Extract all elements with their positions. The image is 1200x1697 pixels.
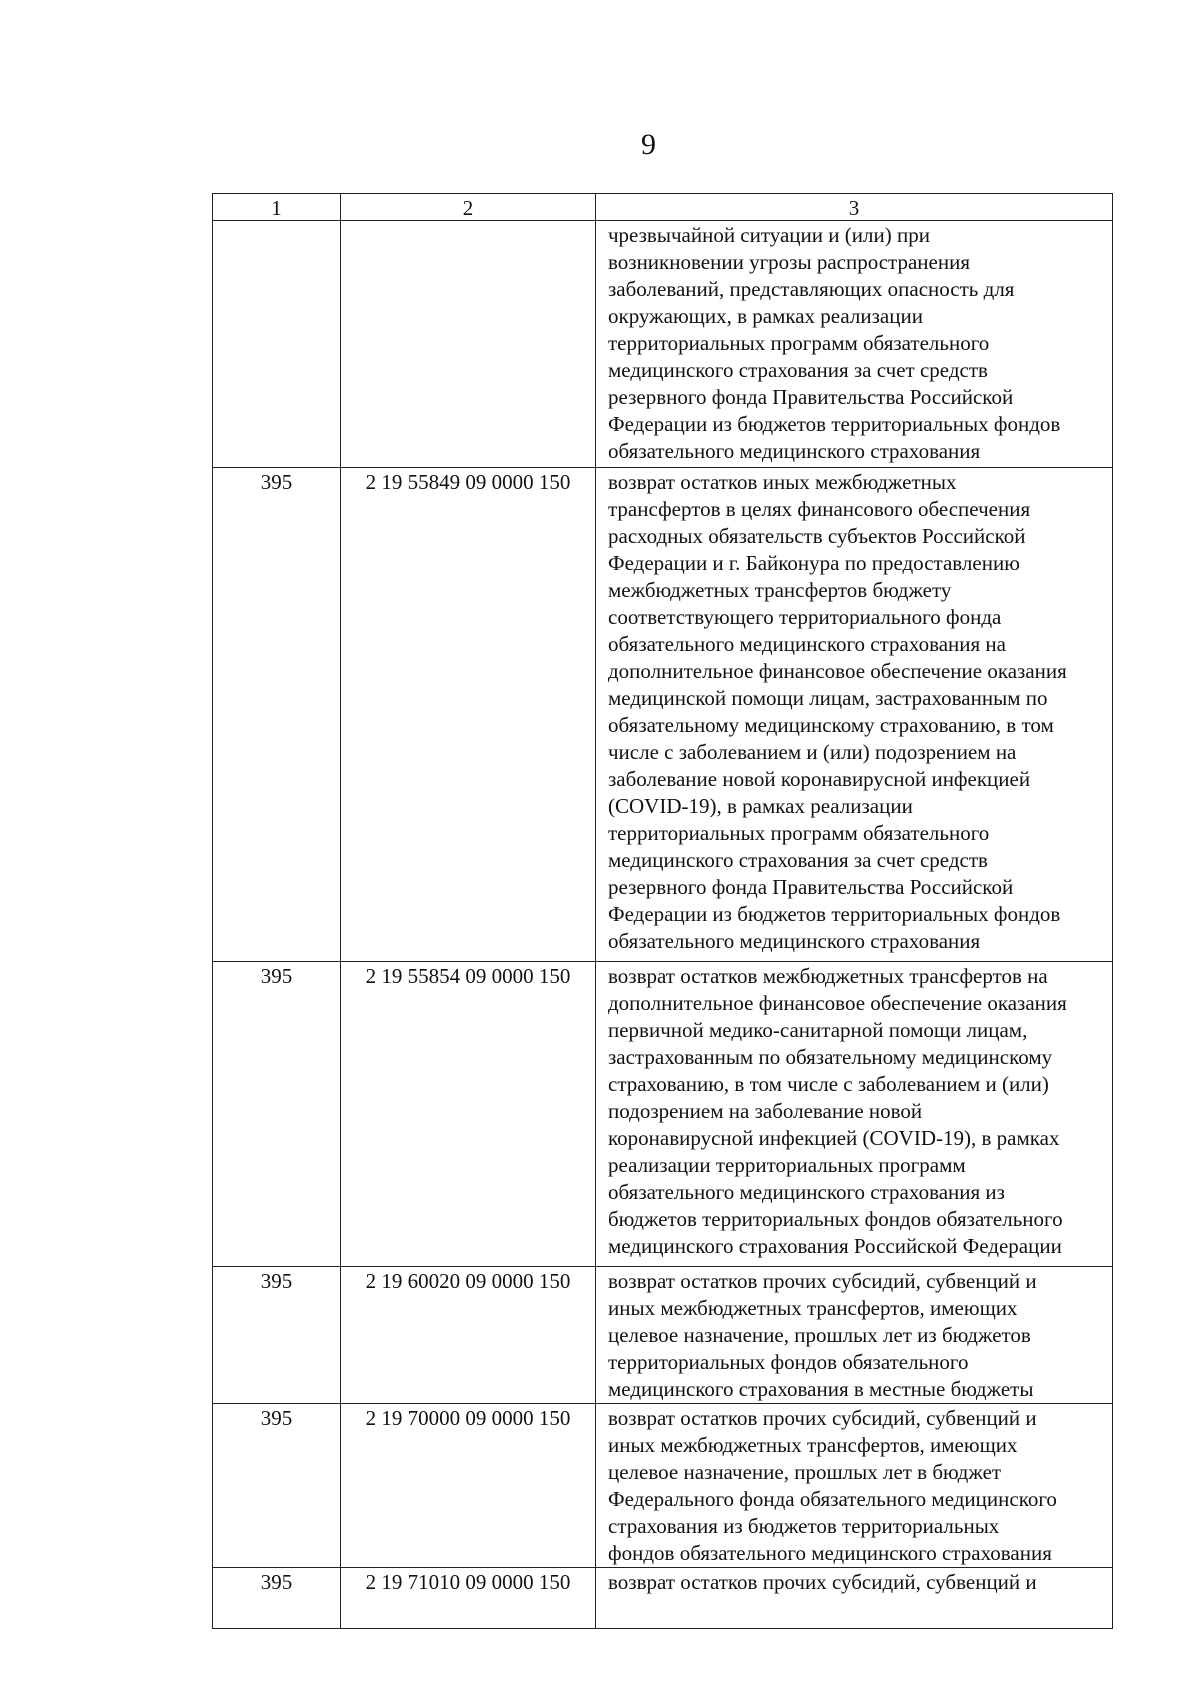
description-line: резервного фонда Правительства Российской [608, 385, 1014, 409]
description-line: расходных обязательств субъектов Российской [608, 524, 1026, 548]
row-description [596, 1568, 1112, 1629]
description-line: иных межбюджетных трансфертов, имеющих [608, 1296, 1018, 1320]
budget-codes-table [212, 193, 1113, 1629]
description-line: фондов обязательного медицинского страхования [608, 1541, 1052, 1565]
row-column-1: 395 [213, 468, 341, 961]
description-line: обязательному медицинскому страхованию, в том [608, 713, 1054, 737]
header-col-1: 1 [213, 194, 341, 220]
table-header-row [213, 193, 1112, 220]
table-row [213, 1567, 1112, 1629]
row-description [596, 1267, 1112, 1403]
description-line: Федерации из бюджетов территориальных фондов [608, 902, 1061, 926]
header-col-3: 3 [848, 196, 860, 220]
description-line: реализации территориальных программ [608, 1153, 966, 1177]
row-code: 2 19 70000 09 0000 150 [341, 1404, 596, 1567]
description-line: страхования из бюджетов территориальных [608, 1514, 1000, 1538]
description-line: подозрением на заболевание новой [608, 1099, 923, 1123]
table-row [213, 961, 1112, 1266]
row-code [341, 221, 596, 467]
description-line: резервного фонда Правительства Российской [608, 875, 1014, 899]
row-column-1: 395 [213, 962, 341, 1266]
table-row [213, 1403, 1112, 1567]
table-row [213, 467, 1112, 961]
description-line: обязательного медицинского страхования [608, 929, 981, 953]
description-line: (COVID-19), в рамках реализации [608, 794, 913, 818]
description-line: обязательного медицинского страхования из [608, 1180, 1005, 1204]
row-code: 2 19 55849 09 0000 150 [341, 468, 596, 961]
description-line: возврат остатков прочих субсидий, субвенций и [608, 1406, 1037, 1430]
description-line: медицинского страхования Российской Федерации [608, 1234, 1062, 1258]
description-line: целевое назначение, прошлых лет в бюджет [608, 1460, 1002, 1484]
description-line: обязательного медицинского страхования на [608, 632, 1006, 656]
row-column-1 [213, 221, 341, 467]
description-line: Федерального фонда обязательного медицинского [608, 1487, 1057, 1511]
row-column-1: 395 [213, 1267, 341, 1403]
description-line: Федерации из бюджетов территориальных фондов [608, 412, 1061, 436]
description-line: территориальных фондов обязательного [608, 1350, 969, 1374]
description-line: территориальных программ обязательного [608, 821, 990, 845]
row-description [596, 468, 1112, 961]
description-line: чрезвычайной ситуации и (или) при [608, 223, 930, 247]
description-line: возврат остатков межбюджетных трансфертов на [608, 964, 1048, 988]
description-line: Федерации и г. Байконура по предоставлению [608, 551, 1020, 575]
description-line: трансфертов в целях финансового обеспечения [608, 497, 1031, 521]
description-line: возврат остатков прочих субсидий, субвенций и [608, 1269, 1037, 1293]
description-line: территориальных программ обязательного [608, 331, 990, 355]
description-line: иных межбюджетных трансфертов, имеющих [608, 1433, 1018, 1457]
row-description [596, 1404, 1112, 1567]
description-line: заболеваний, представляющих опасность для [608, 277, 1015, 301]
header-col-2: 2 [341, 194, 596, 220]
description-line: целевое назначение, прошлых лет из бюджетов [608, 1323, 1031, 1347]
description-line: возврат остатков иных межбюджетных [608, 470, 957, 494]
row-column-1: 395 [213, 1404, 341, 1567]
description-line: окружающих, в рамках реализации [608, 304, 923, 328]
description-line: заболевание новой коронавирусной инфекцией [608, 767, 1031, 791]
description-line: обязательного медицинского страхования [608, 439, 981, 463]
row-code: 2 19 60020 09 0000 150 [341, 1267, 596, 1403]
description-line: медицинского страхования за счет средств [608, 848, 988, 872]
page-number: 9 [641, 128, 656, 161]
description-line: возврат остатков прочих субсидий, субвенций и [608, 1570, 1037, 1594]
row-code: 2 19 55854 09 0000 150 [341, 962, 596, 1266]
row-description [596, 962, 1112, 1266]
description-line: медицинского страхования за счет средств [608, 358, 988, 382]
description-line: дополнительное финансовое обеспечение оказания [608, 659, 1067, 683]
description-line: возникновении угрозы распространения [608, 250, 971, 274]
description-line: застрахованным по обязательному медицинскому [608, 1045, 1053, 1069]
description-line: числе с заболеванием и (или) подозрением на [608, 740, 1017, 764]
description-line: межбюджетных трансфертов бюджету [608, 578, 952, 602]
table-row [213, 220, 1112, 467]
description-line: коронавирусной инфекцией (COVID-19), в рамках [608, 1126, 1060, 1150]
description-line: соответствующего территориального фонда [608, 605, 1002, 629]
row-column-1: 395 [213, 1568, 341, 1629]
table-row [213, 1266, 1112, 1403]
row-code: 2 19 71010 09 0000 150 [341, 1568, 596, 1629]
description-line: медицинской помощи лицам, застрахованным по [608, 686, 1048, 710]
description-line: первичной медико-санитарной помощи лицам, [608, 1018, 1028, 1042]
row-description [596, 221, 1112, 467]
description-line: дополнительное финансовое обеспечение оказания [608, 991, 1067, 1015]
description-line: бюджетов территориальных фондов обязательного [608, 1207, 1063, 1231]
description-line: страхованию, в том числе с заболеванием и (или) [608, 1072, 1049, 1096]
description-line: медицинского страхования в местные бюджеты [608, 1377, 1034, 1401]
